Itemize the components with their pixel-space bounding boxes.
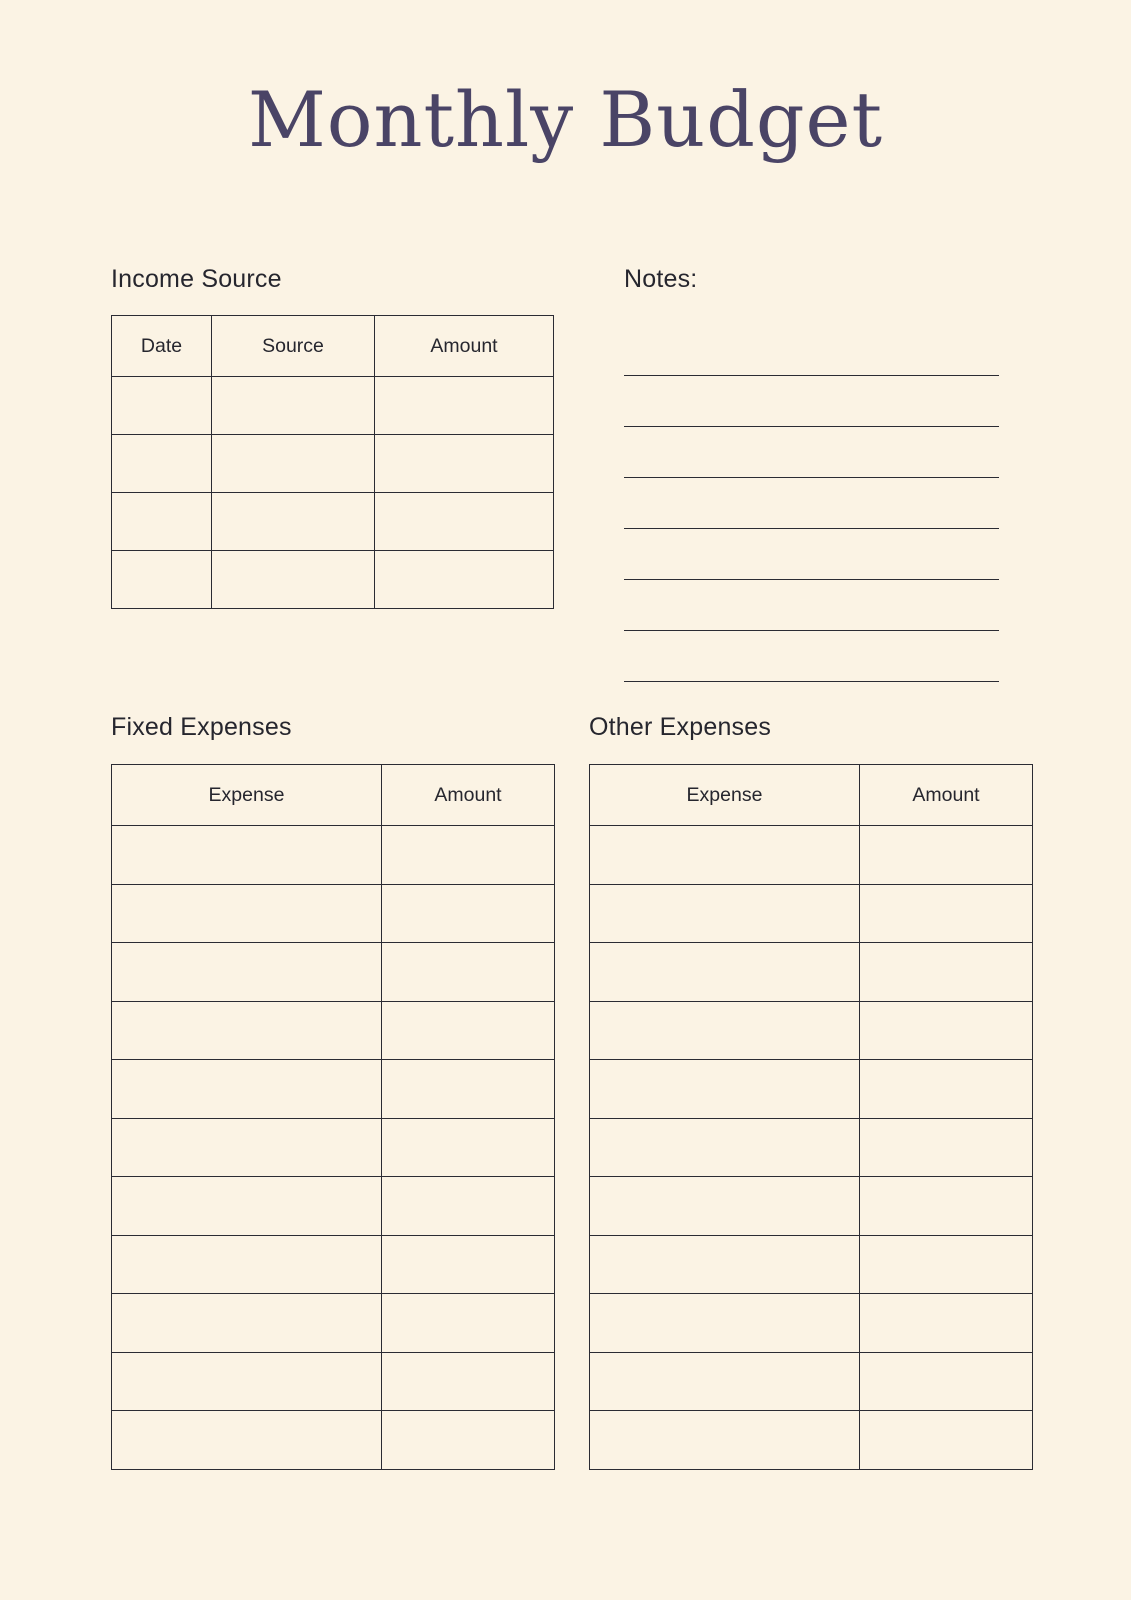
cell-expense[interactable]: [590, 1294, 860, 1353]
cell-expense[interactable]: [112, 1235, 382, 1294]
table-row: [112, 1060, 555, 1119]
table-row: [590, 884, 1033, 943]
cell-source[interactable]: [212, 377, 375, 435]
table-row: [112, 1294, 555, 1353]
cell-source[interactable]: [212, 551, 375, 609]
cell-date[interactable]: [112, 551, 212, 609]
cell-expense[interactable]: [112, 1352, 382, 1411]
notes-line[interactable]: [624, 529, 999, 580]
cell-amount[interactable]: [860, 884, 1033, 943]
cell-expense[interactable]: [590, 1411, 860, 1470]
fixed-expenses-section: [111, 713, 554, 1470]
column-header-amount: Amount: [375, 316, 554, 377]
table-row: [112, 551, 554, 609]
notes-line[interactable]: [624, 325, 999, 376]
cell-expense[interactable]: [112, 826, 382, 885]
cell-amount[interactable]: [860, 826, 1033, 885]
cell-expense[interactable]: [112, 1294, 382, 1353]
table-row: [112, 1235, 555, 1294]
table-row: [112, 1352, 555, 1411]
table-row: [112, 1411, 555, 1470]
income-source-table: [111, 315, 554, 609]
cell-amount[interactable]: [382, 943, 555, 1002]
cell-expense[interactable]: [112, 1177, 382, 1236]
table-row: [112, 493, 554, 551]
cell-expense[interactable]: [590, 1177, 860, 1236]
other-expenses-label: Other Expenses: [589, 713, 772, 741]
notes-label: Notes:: [624, 265, 698, 293]
cell-amount[interactable]: [375, 377, 554, 435]
cell-amount[interactable]: [860, 1294, 1033, 1353]
cell-amount[interactable]: [382, 1235, 555, 1294]
cell-expense[interactable]: [590, 1118, 860, 1177]
cell-amount[interactable]: [375, 551, 554, 609]
cell-expense[interactable]: [112, 1411, 382, 1470]
notes-line[interactable]: [624, 631, 999, 682]
notes-line[interactable]: [624, 376, 999, 427]
column-header-amount: Amount: [382, 765, 555, 826]
table-row: [590, 1352, 1033, 1411]
fixed-expenses-label: Fixed Expenses: [111, 713, 292, 741]
other-expenses-table: [589, 764, 1033, 1470]
cell-amount[interactable]: [382, 1352, 555, 1411]
table-row: [112, 1118, 555, 1177]
table-row: [590, 1294, 1033, 1353]
notes-section: [624, 265, 999, 682]
cell-amount[interactable]: [860, 1118, 1033, 1177]
cell-amount[interactable]: [375, 435, 554, 493]
table-header-row: [590, 765, 1033, 826]
cell-amount[interactable]: [860, 1177, 1033, 1236]
cell-source[interactable]: [212, 435, 375, 493]
cell-date[interactable]: [112, 493, 212, 551]
page-title: Monthly Budget: [247, 75, 884, 164]
cell-amount[interactable]: [860, 943, 1033, 1002]
table-header-row: [112, 316, 554, 377]
table-header-row: [112, 765, 555, 826]
table-row: [590, 1118, 1033, 1177]
column-header-source: Source: [212, 316, 375, 377]
cell-expense[interactable]: [112, 1060, 382, 1119]
table-row: [590, 1235, 1033, 1294]
table-row: [590, 826, 1033, 885]
cell-amount[interactable]: [382, 1177, 555, 1236]
income-source-section: [111, 265, 553, 609]
cell-expense[interactable]: [112, 943, 382, 1002]
cell-expense[interactable]: [112, 884, 382, 943]
cell-expense[interactable]: [590, 1352, 860, 1411]
cell-amount[interactable]: [382, 884, 555, 943]
column-header-expense: Expense: [112, 765, 382, 826]
table-row: [112, 826, 555, 885]
fixed-expenses-table: [111, 764, 555, 1470]
table-row: [590, 1001, 1033, 1060]
table-row: [590, 1411, 1033, 1470]
table-row: [112, 1001, 555, 1060]
notes-line[interactable]: [624, 580, 999, 631]
notes-line[interactable]: [624, 427, 999, 478]
cell-amount[interactable]: [860, 1411, 1033, 1470]
table-row: [112, 435, 554, 493]
column-header-amount: Amount: [860, 765, 1033, 826]
column-header-date: Date: [112, 316, 212, 377]
cell-date[interactable]: [112, 435, 212, 493]
cell-expense[interactable]: [590, 1235, 860, 1294]
table-row: [112, 884, 555, 943]
cell-amount[interactable]: [382, 1060, 555, 1119]
table-row: [590, 1060, 1033, 1119]
table-row: [112, 377, 554, 435]
table-row: [112, 1177, 555, 1236]
notes-line[interactable]: [624, 478, 999, 529]
cell-expense[interactable]: [590, 884, 860, 943]
cell-amount[interactable]: [860, 1352, 1033, 1411]
other-expenses-section: [589, 713, 1032, 1470]
cell-source[interactable]: [212, 493, 375, 551]
cell-expense[interactable]: [590, 1060, 860, 1119]
table-row: [590, 943, 1033, 1002]
cell-expense[interactable]: [590, 826, 860, 885]
cell-amount[interactable]: [382, 1294, 555, 1353]
cell-amount[interactable]: [860, 1060, 1033, 1119]
cell-expense[interactable]: [590, 1001, 860, 1060]
cell-amount[interactable]: [382, 1118, 555, 1177]
cell-amount[interactable]: [382, 1411, 555, 1470]
cell-amount[interactable]: [860, 1001, 1033, 1060]
cell-amount[interactable]: [860, 1235, 1033, 1294]
cell-amount[interactable]: [382, 1001, 555, 1060]
column-header-expense: Expense: [590, 765, 860, 826]
cell-expense[interactable]: [112, 1001, 382, 1060]
cell-amount[interactable]: [375, 493, 554, 551]
cell-expense[interactable]: [112, 1118, 382, 1177]
table-row: [112, 943, 555, 1002]
cell-date[interactable]: [112, 377, 212, 435]
income-source-label: Income Source: [111, 265, 282, 293]
cell-expense[interactable]: [590, 943, 860, 1002]
cell-amount[interactable]: [382, 826, 555, 885]
table-row: [590, 1177, 1033, 1236]
